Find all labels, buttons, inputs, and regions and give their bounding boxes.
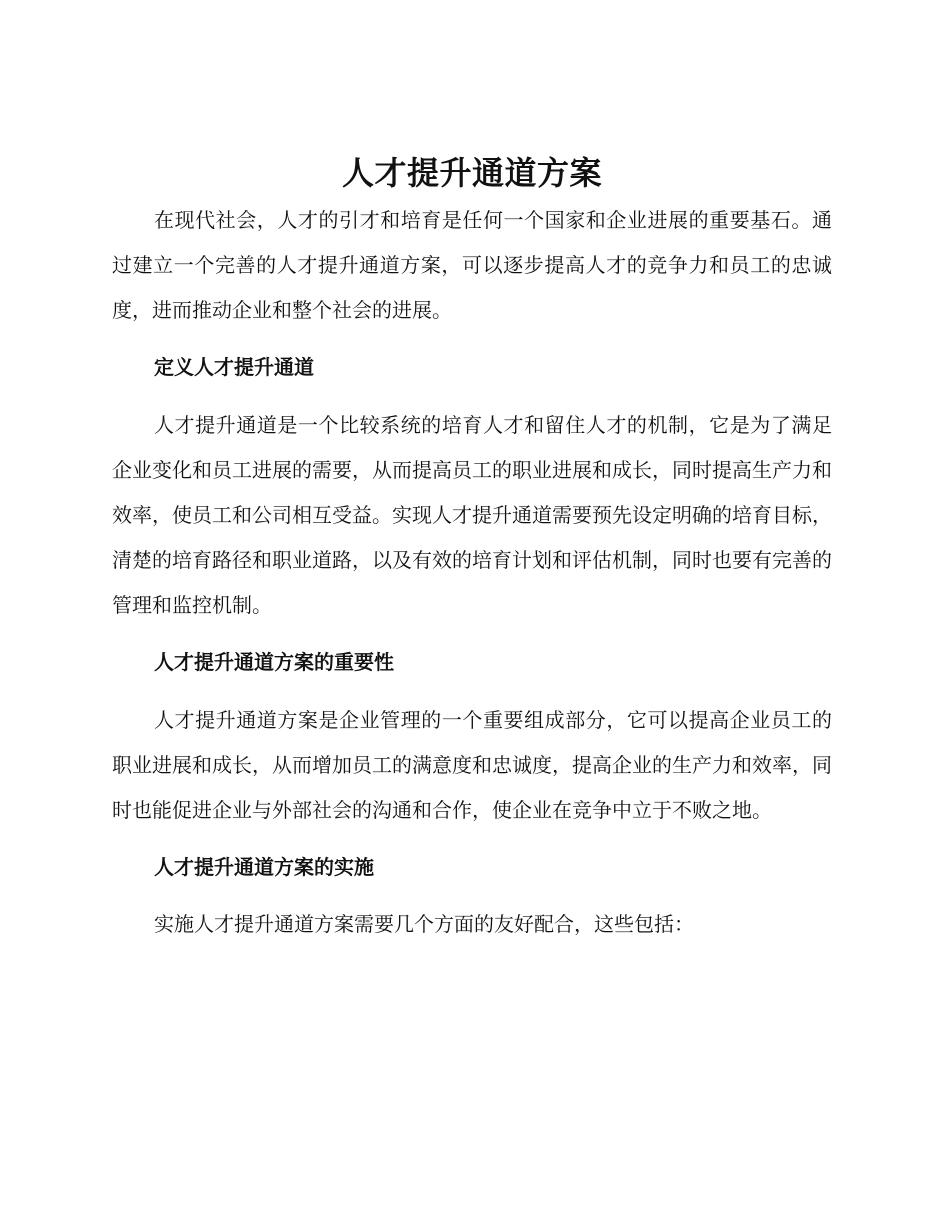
section-heading-definition: 定义人才提升通道	[154, 355, 314, 379]
section-body-importance: 人才提升通道方案是企业管理的一个重要组成部分，它可以提高企业员工的职业进展和成长，从而增加员工的满意度和忠诚度，提高企业的生产力和效率，同时也能促进企业与外部社会的沟通和合作，使企业在竞争中立于不败之地。	[112, 708, 832, 822]
section-heading-implementation: 人才提升通道方案的实施	[154, 855, 374, 879]
section-body-implementation: 实施人才提升通道方案需要几个方面的友好配合，这些包括：	[154, 912, 694, 936]
intro-paragraph: 在现代社会，人才的引才和培育是任何一个国家和企业进展的重要基石。通过建立一个完善的人才提升通道方案，可以逐步提高人才的竞争力和员工的忠诚度，进而推动企业和整个社会的进展。	[112, 208, 832, 322]
document-title: 人才提升通道方案	[341, 154, 602, 192]
section-heading-importance: 人才提升通道方案的重要性	[154, 650, 394, 674]
section-body-definition: 人才提升通道是一个比较系统的培育人才和留住人才的机制，它是为了满足企业变化和员工进展的需要，从而提高员工的职业进展和成长，同时提高生产力和效率，使员工和公司相互受益。实现人才提升通道需要预先设定明确的培育目标，清楚的培育路径和职业道路，以及有效的培育计划和评估机制，同时也要有完善的管理和监控机制。	[112, 413, 832, 617]
document-page	[112, 150, 832, 947]
